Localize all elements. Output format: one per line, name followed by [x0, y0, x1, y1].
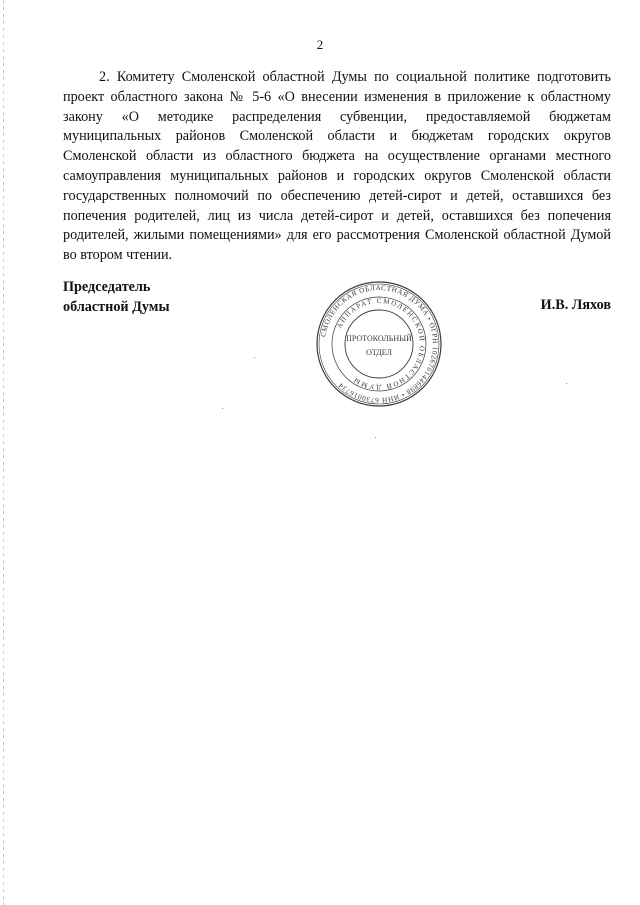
scan-speck [566, 383, 567, 384]
stamp-outer-text: СМОЛЕНСКАЯ ОБЛАСТНАЯ ДУМА • ОГРН 1026701446898 • ИНН 6730016734 [319, 283, 440, 405]
stamp-inner-text: АППАРАТ СМОЛЕНСКОЙ ОБЛАСТНОЙ ДУМЫ [335, 296, 427, 392]
stamp-seal-graphic [314, 279, 444, 409]
scan-speck [375, 437, 376, 438]
scan-speck [222, 408, 223, 409]
signatory-position-line1: Председатель [63, 279, 151, 295]
official-stamp [314, 279, 444, 409]
stamp-center-line1: ПРОТОКОЛЬНЫЙ [346, 334, 412, 343]
stamp-center-line2: ОТДЕЛ [366, 348, 392, 357]
scan-edge-line [3, 0, 4, 905]
page-number: 2 [316, 37, 324, 52]
resolution-paragraph: 2. Комитету Смоленской областной Думы по социальной политике подготовить проект областного закона № 5-6 «О внесении изменения в приложение к областному закону «О методике распределения субвенции, предоставляемой бюджетам муниципальных районов Смоленской области и бюджетам городских округов Смоленской области из областного бюджета на осуществление органами местного самоуправления муниципальных районов и городских округов Смоленской области государственных полномочий по обеспечению детей-сирот и детей, оставшихся без попечения родителей, лиц из числа детей-сирот и детей, оставшихся без попечения родителей, жилыми помещениями» для его рассмотрения Смоленской областной Думой во втором чтении. [63, 69, 611, 264]
signatory-position-line2: областной Думы [63, 298, 170, 315]
signatory-position [63, 278, 170, 317]
scan-speck [254, 357, 255, 358]
signatory-name: И.В. Ляхов [540, 297, 611, 313]
